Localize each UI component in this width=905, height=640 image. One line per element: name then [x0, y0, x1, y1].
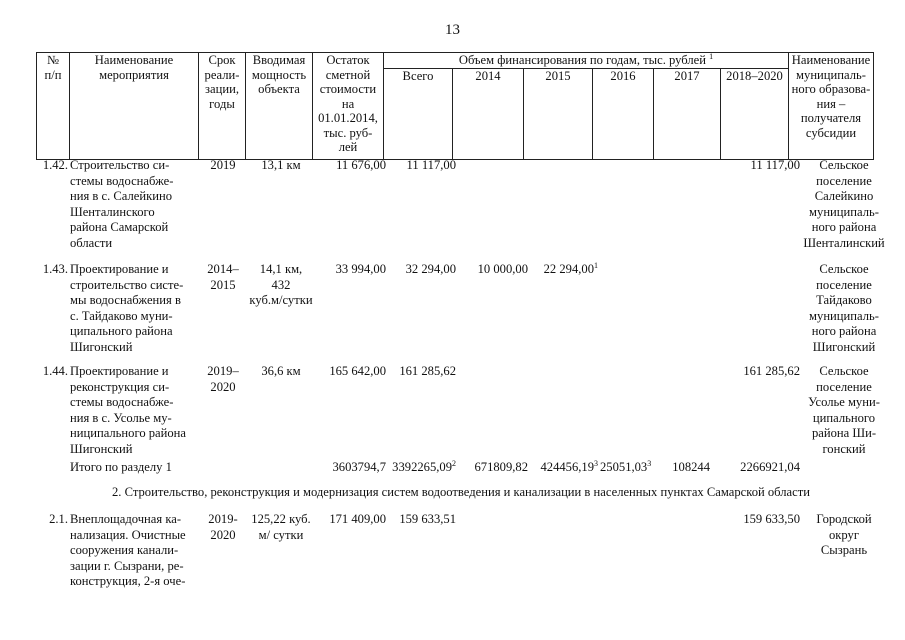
- row-total: 159 633,51: [399, 512, 456, 526]
- header-rest: Остаток сметной стоимости на 01.01.2014, тыс. руб- лей: [313, 53, 384, 160]
- header-2017: 2017: [654, 69, 721, 160]
- subtotal-2018-2020: 2266921,04: [740, 460, 800, 474]
- subtotal-2015-value: 424456,19: [540, 460, 594, 474]
- row-num: 2.1.: [49, 512, 68, 526]
- row-total: 161 285,62: [399, 364, 456, 378]
- header-2015: 2015: [524, 69, 593, 160]
- row-term: 2019- 2020: [208, 512, 238, 542]
- section-2-title: 2. Строительство, реконструкция и модернизация систем водоотведения и канализации в населенных пунктах Самарской области: [112, 485, 810, 499]
- header-capacity: Вводимая мощность объекта: [246, 53, 313, 160]
- row-rest: 11 676,00: [336, 158, 386, 172]
- subtotal-rest: 3603794,7: [332, 460, 386, 474]
- subtotal-2016: [600, 460, 660, 476]
- row-recipient: Сельское поселение Тайдаково муниципаль- ного района Шигонский: [809, 262, 879, 354]
- row-recipient: Сельское поселение Салейкино муниципаль- ного района Шенталинский: [803, 158, 885, 250]
- row-capacity: 14,1 км, 432 куб.м/сутки: [249, 262, 313, 307]
- header-2018-2020: 2018–2020: [721, 69, 789, 160]
- header-financing: [384, 53, 789, 69]
- header-2016: 2016: [593, 69, 654, 160]
- row-name: Внеплощадочная ка- нализация. Очистные сооружения канали- зации г. Сызрани, ре- конструкция, 2-я оче-: [70, 512, 186, 588]
- row-2018-2020: 161 285,62: [743, 364, 800, 378]
- row-total: 11 117,00: [406, 158, 456, 172]
- row-term: 2019– 2020: [207, 364, 239, 394]
- row-2015: [530, 262, 598, 278]
- row-capacity: 13,1 км: [261, 158, 301, 172]
- subtotal-total-value: 3392265,09: [392, 460, 452, 474]
- subtotal-label: Итого по разделу 1: [70, 460, 172, 474]
- row-2018-2020: 11 117,00: [750, 158, 800, 172]
- row-recipient: Городской округ Сызрань: [816, 512, 872, 557]
- header-num: № п/п: [37, 53, 70, 160]
- row-total: 32 294,00: [405, 262, 456, 276]
- row-term: 2019: [210, 158, 236, 172]
- row-2018-2020: 159 633,50: [743, 512, 800, 526]
- subtotal-2016-footnote: 3: [647, 458, 652, 468]
- row-name: Проектирование и реконструкция си- стемы водоснабже- ния в с. Усолье му- ниципального района Шигонский: [70, 364, 187, 456]
- row-num: 1.42.: [42, 158, 68, 172]
- row-2014: 10 000,00: [477, 262, 528, 276]
- header-term: Срок реали- зации, годы: [199, 53, 246, 160]
- subtotal-2015: [530, 460, 598, 476]
- header-recipient: Наименование муниципаль- ного образова- ния – получателя субсидии: [789, 53, 874, 160]
- header-2014: 2014: [453, 69, 524, 160]
- row-recipient: Сельское поселение Усолье муни- ципального района Ши- гонский: [808, 364, 880, 456]
- row-term: 2014– 2015: [207, 262, 239, 292]
- subtotal-total: [388, 460, 456, 476]
- row-2015-footnote: 1: [594, 260, 598, 270]
- page-number: 13: [445, 22, 460, 38]
- row-num: 1.43.: [42, 262, 68, 276]
- row-2015-value: 22 294,00: [543, 262, 594, 276]
- row-rest: 165 642,00: [329, 364, 386, 378]
- subtotal-2016-value: 25051,03: [600, 460, 648, 474]
- subtotal-2017: 108244: [672, 460, 710, 474]
- row-rest: 33 994,00: [335, 262, 386, 276]
- row-capacity: 36,6 км: [261, 364, 301, 378]
- header-total: Всего: [384, 69, 453, 160]
- row-rest: 171 409,00: [329, 512, 386, 526]
- header-name: Наименование мероприятия: [70, 53, 199, 160]
- row-name: Строительство си- стемы водоснабже- ния в с. Салейкино Шенталинского района Самарской области: [70, 158, 174, 250]
- row-name: Проектирование и строительство систе- мы водоснабжения в с. Тайдаково муни- ципального района Шигонский: [70, 262, 184, 354]
- header-financing-label: Объем финансирования по годам, тыс. рублей: [458, 53, 706, 67]
- subtotal-2014: 671809,82: [474, 460, 528, 474]
- subtotal-2015-footnote: 3: [594, 458, 598, 468]
- row-num: 1.44.: [42, 364, 68, 378]
- subtotal-total-footnote: 2: [452, 458, 456, 468]
- row-capacity: 125,22 куб. м/ сутки: [251, 512, 311, 542]
- header-financing-footnote: 1: [709, 51, 714, 61]
- table-header: [36, 52, 874, 160]
